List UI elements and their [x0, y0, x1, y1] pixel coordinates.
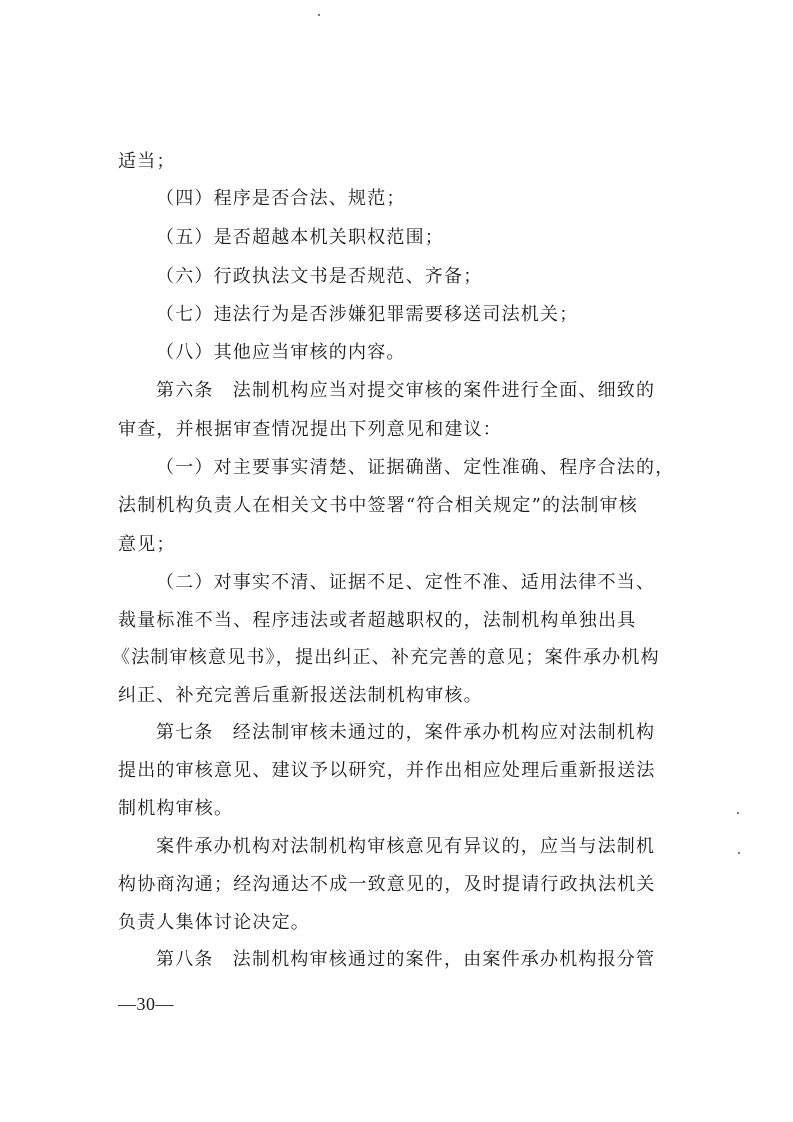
text-line: 构协商沟通；经沟通达不成一致意见的，及时提请行政执法机关 — [118, 874, 656, 895]
text-line: 适当； — [118, 151, 176, 172]
text-line: 第八条 法制机构审核通过的案件，由案件承办机构报分管 — [156, 949, 656, 970]
scan-speck — [318, 14, 320, 16]
text-line: 裁量标准不当、程序违法或者超越职权的，法制机构单独出具 — [118, 610, 637, 631]
text-line: （八）其他应当审核的内容。 — [156, 342, 406, 363]
text-line: 案件承办机构对法制机构审核意见有异议的，应当与法制机 — [156, 836, 656, 857]
text-line: 制机构审核。 — [118, 798, 234, 819]
text-line: （五）是否超越本机关职权范围； — [156, 227, 444, 248]
text-line: 《法制审核意见书》，提出纠正、补充完善的意见；案件承办机构 — [112, 647, 660, 668]
text-line: 提出的审核意见、建议予以研究，并作出相应处理后重新报送法 — [118, 760, 656, 781]
text-line: （六）行政执法文书是否规范、齐备； — [156, 266, 483, 287]
text-line: 审查，并根据审查情况提出下列意见和建议： — [118, 419, 502, 440]
scan-speck — [737, 812, 739, 814]
text-line: （二）对事实不清、证据不足、定性不准、适用法律不当、 — [156, 572, 656, 593]
text-line: （一）对主要事实清楚、证据确凿、定性准确、程序合法的， — [156, 457, 675, 478]
scan-speck — [738, 852, 740, 854]
text-line: 第七条 经法制审核未通过的，案件承办机构应对法制机构 — [156, 722, 656, 743]
text-line: （七）违法行为是否涉嫌犯罪需要移送司法机关； — [156, 304, 579, 325]
page-number: —30— — [118, 994, 174, 1014]
text-line: （四）程序是否合法、规范； — [156, 188, 406, 209]
text-line: 意见； — [118, 534, 176, 555]
text-line: 法制机构负责人在相关文书中签署“符合相关规定”的法制审核 — [118, 495, 639, 516]
text-line: 纠正、补充完善后重新报送法制机构审核。 — [118, 685, 483, 706]
text-line: 负责人集体讨论决定。 — [118, 912, 310, 933]
text-line: 第六条 法制机构应当对提交审核的案件进行全面、细致的 — [156, 380, 656, 401]
